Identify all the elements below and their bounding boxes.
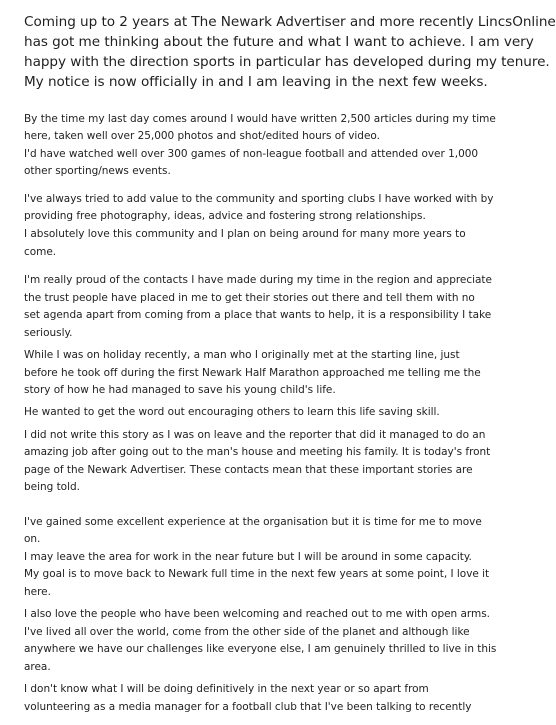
body-line: being told.	[24, 481, 80, 493]
body-line: I did not write this story as I was on leave and the reporter that did it managed to do an	[24, 429, 486, 441]
body-line: here, taken well over 25,000 photos and shot/edited hours of video.	[24, 130, 380, 142]
body-line: area.	[24, 661, 51, 673]
body-line: He wanted to get the word out encouraging others to learn this life saving skill.	[24, 406, 440, 418]
body-line: By the time my last day comes around I would have written 2,500 articles during my time	[24, 113, 496, 125]
body-line: I absolutely love this community and I plan on being around for many more years to	[24, 228, 466, 240]
body-line: I'd have watched well over 300 games of non-league football and attended over 1,000	[24, 148, 479, 160]
body-line: the trust people have placed in me to get their stories out there and tell them with no	[24, 292, 475, 304]
body-line: on.	[24, 533, 41, 545]
body-line: page of the Newark Advertiser. These contacts mean that these important stories are	[24, 464, 473, 476]
body-line: While I was on holiday recently, a man who I originally met at the starting line, just	[24, 349, 460, 361]
body-line: volunteering as a media manager for a football club that I've been talking to recently	[24, 701, 472, 713]
body-line: here.	[24, 586, 51, 598]
body-line: set agenda apart from coming from a place that wants to help, it is a responsibility I take	[24, 309, 492, 321]
lead-line: has got me thinking about the future and what I want to achieve. I am very	[24, 34, 534, 50]
body-line: I also love the people who have been welcoming and reached out to me with open arms.	[24, 608, 490, 620]
body-line: I may leave the area for work in the near future but I will be around in some capacity.	[24, 551, 472, 563]
lead-line: happy with the direction sports in particular has developed during my tenure.	[24, 54, 550, 70]
lead-line: My notice is now officially in and I am leaving in the next few weeks.	[24, 74, 488, 90]
body-line: story of how he had managed to save his young child's life.	[24, 384, 336, 396]
body-line: seriously.	[24, 327, 73, 339]
body-line: I'm really proud of the contacts I have made during my time in the region and appreciate	[24, 274, 492, 286]
body-line: My goal is to move back to Newark full time in the next few years at some point, I love it	[24, 568, 490, 580]
body-line: other sporting/news events.	[24, 165, 171, 177]
body-line: I've always tried to add value to the community and sporting clubs I have worked with by	[24, 193, 494, 205]
body-line: I've lived all over the world, come from the other side of the planet and although like	[24, 626, 470, 638]
body-line: I don't know what I will be doing definitively in the next year or so apart from	[24, 683, 429, 695]
body-line: providing free photography, ideas, advice and fostering strong relationships.	[24, 210, 426, 222]
body-line: amazing job after going out to the man's house and meeting his family. It is today's front	[24, 446, 491, 458]
body-line: anywhere we have our challenges like everyone else, I am genuinely thrilled to live in this	[24, 643, 497, 655]
lead-line: Coming up to 2 years at The Newark Advertiser and more recently LincsOnline	[24, 14, 556, 30]
body-line: come.	[24, 246, 57, 258]
body-line: before he took off during the first Newark Half Marathon approached me telling me the	[24, 367, 481, 379]
body-line: I've gained some excellent experience at the organisation but it is time for me to move	[24, 516, 482, 528]
